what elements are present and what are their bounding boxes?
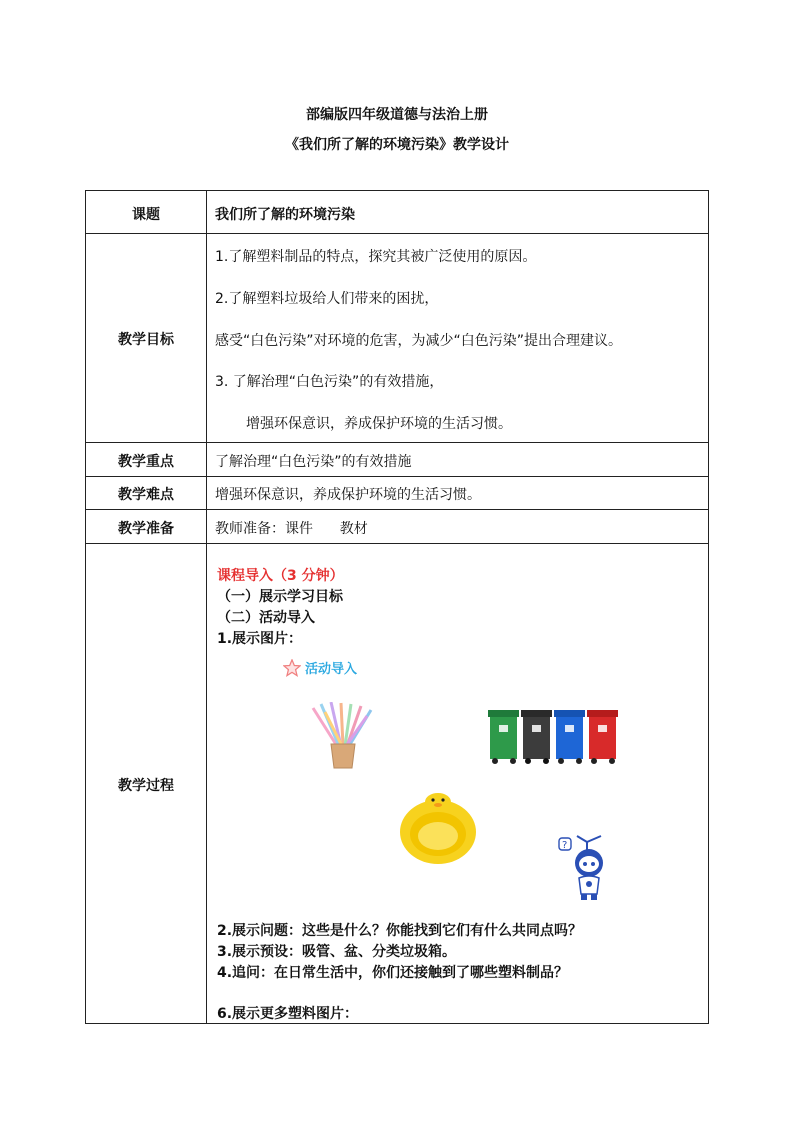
column-divider (206, 190, 207, 1024)
intro-heading: 课程导入（3 分钟） (217, 568, 344, 584)
more-images-step: 6.展示更多塑料图片： (217, 1006, 359, 1022)
key-points-value: 了解治理“白色污染”的有效措施 (215, 454, 412, 470)
sorting-bins-image (486, 707, 620, 764)
goal-line: 1.了解塑料制品的特点，探究其被广泛使用的原因。 (215, 249, 537, 265)
topic-label: 课题 (132, 207, 160, 223)
activity-badge (283, 658, 357, 677)
difficulties-label: 教学难点 (118, 487, 174, 503)
document-subtitle: 《我们所了解的环境污染》教学设计 (285, 137, 509, 153)
goal-line: 增强环保意识，养成保护环境的生活习惯。 (246, 416, 512, 432)
step-activity-intro: （二）活动导入 (217, 610, 315, 626)
step-show-goals: （一）展示学习目标 (217, 589, 343, 605)
yellow-basin-image (398, 790, 478, 866)
row-divider (85, 543, 709, 544)
preset-step: 3.展示预设：吸管、盆、分类垃圾箱。 (217, 944, 457, 960)
topic-value: 我们所了解的环境污染 (215, 207, 355, 223)
activity-badge-text: 活动导入 (305, 662, 358, 677)
table-border-bottom (85, 1023, 709, 1024)
preparation-value: 教师准备：课件 教材 (215, 521, 368, 537)
show-images-step: 1.展示图片： (217, 631, 303, 647)
process-label: 教学过程 (118, 778, 174, 794)
straws-cup-image (307, 702, 379, 770)
star-icon (283, 659, 301, 677)
question-step: 2.展示问题：这些是什么？你能找到它们有什么共同点吗？ (217, 923, 583, 939)
row-divider (85, 233, 709, 234)
svg-text:?: ? (562, 840, 568, 851)
difficulties-value: 增强环保意识，养成保护环境的生活习惯。 (215, 487, 481, 503)
goal-line: 3. 了解治理“白色污染”的有效措施， (215, 374, 444, 390)
goal-line: 2.了解塑料垃圾给人们带来的困扰， (215, 291, 439, 307)
document-title: 部编版四年级道德与法治上册 (306, 107, 488, 123)
row-divider (85, 476, 709, 477)
goal-line: 感受“白色污染”对环境的危害，为减少“白色污染”提出合理建议。 (215, 333, 623, 349)
table-border-top (85, 190, 709, 191)
preparation-label: 教学准备 (118, 521, 174, 537)
key-points-label: 教学重点 (118, 454, 174, 470)
follow-up-step: 4.追问：在日常生活中，你们还接触到了哪些塑料制品？ (217, 965, 569, 981)
goals-label: 教学目标 (118, 332, 174, 348)
row-divider (85, 442, 709, 443)
lesson-table (85, 190, 709, 1024)
table-border-right (708, 190, 709, 1024)
robot-mascot-image (557, 830, 619, 902)
table-border-left (85, 190, 86, 1024)
row-divider (85, 509, 709, 510)
